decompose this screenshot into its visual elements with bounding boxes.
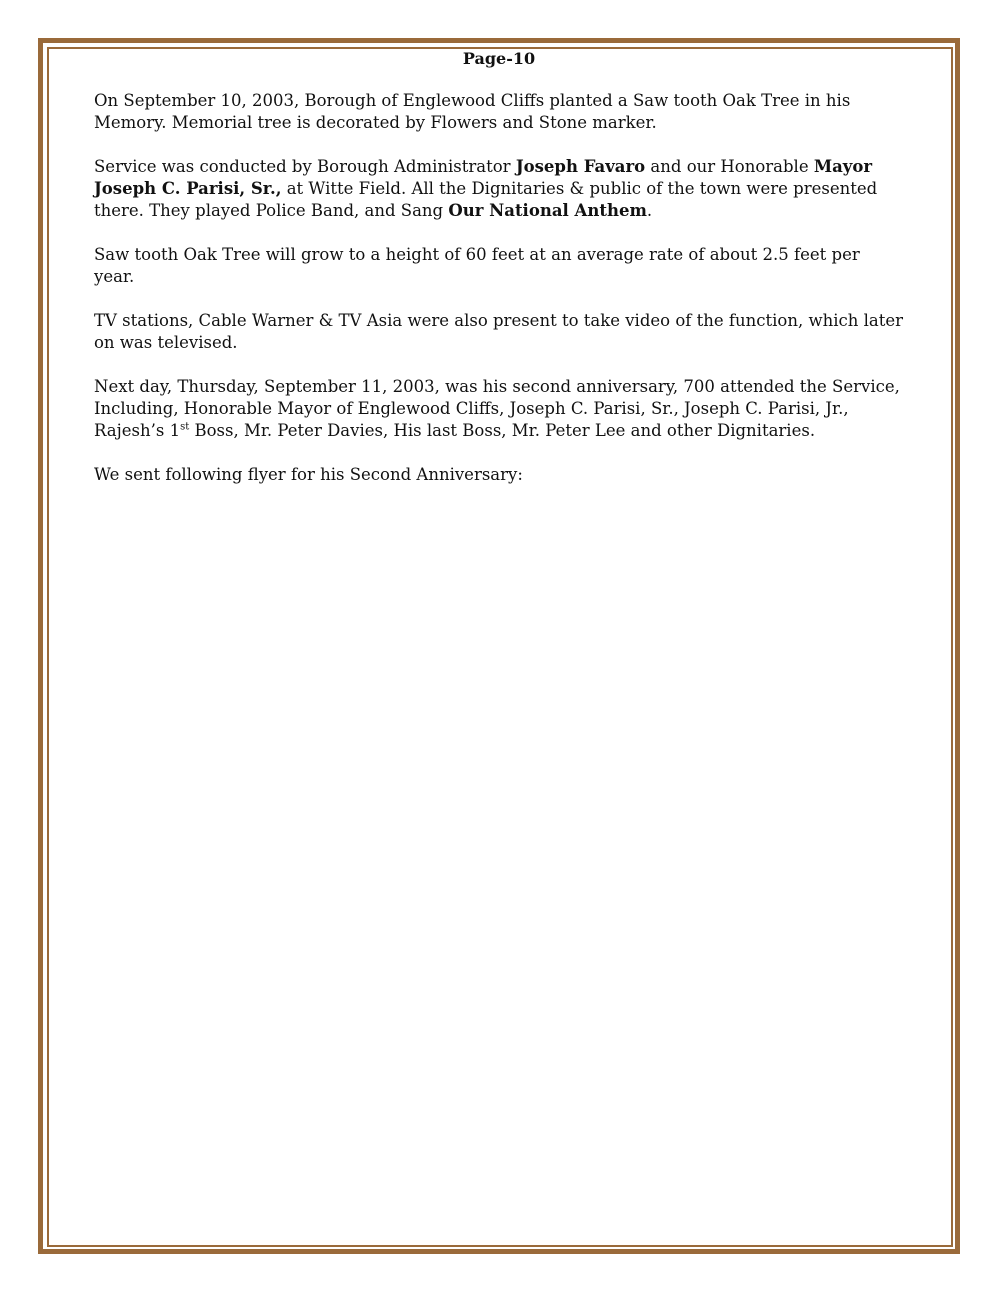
paragraph-tree-growth [94, 244, 904, 288]
paragraph-text: Next day, Thursday, September 11, 2003, was his second anniversary, 700 attended the Service, Including, Honorable Mayor of Englewood Cliffs, Joseph C. Parisi, Sr., Joseph C. Parisi, Jr., Rajesh’s 1 [94, 377, 900, 440]
paragraph-text: Service was conducted by Borough Administrator [94, 157, 516, 176]
paragraph-text: We sent following flyer for his Second Anniversary: [94, 465, 523, 484]
paragraph-flyer-intro [94, 464, 904, 486]
paragraph-tree-planting [94, 90, 904, 134]
paragraph-text: and our Honorable [645, 157, 814, 176]
paragraph-text: Saw tooth Oak Tree will grow to a height of 60 feet at an average rate of about 2.5 feet per year. [94, 245, 860, 286]
page-content [94, 48, 904, 508]
paragraph-tv-stations [94, 310, 904, 354]
page-title: Page-10 [462, 49, 536, 68]
bold-national-anthem: Our National Anthem [448, 201, 647, 220]
bold-name-mayor: Mayor Joseph C. Parisi, Sr., [94, 157, 873, 198]
paragraph-service [94, 156, 904, 222]
paragraph-second-anniversary [94, 376, 904, 442]
paragraph-text: On September 10, 2003, Borough of Englewood Cliffs planted a Saw tooth Oak Tree in his Memory. Memorial tree is decorated by Flowers and Stone marker. [94, 91, 851, 132]
ordinal-superscript: st [180, 421, 190, 433]
paragraph-text: Boss, Mr. Peter Davies, His last Boss, Mr. Peter Lee and other Dignitaries. [189, 421, 816, 440]
bold-name-administrator: Joseph Favaro [515, 157, 646, 176]
paragraph-text: . [646, 201, 653, 220]
paragraph-text: TV stations, Cable Warner & TV Asia were also present to take video of the function, which later on was televised. [94, 311, 903, 352]
paragraph-text: at Witte Field. All the Dignitaries & public of the town were presented there. They played Police Band, and Sang [94, 179, 878, 220]
